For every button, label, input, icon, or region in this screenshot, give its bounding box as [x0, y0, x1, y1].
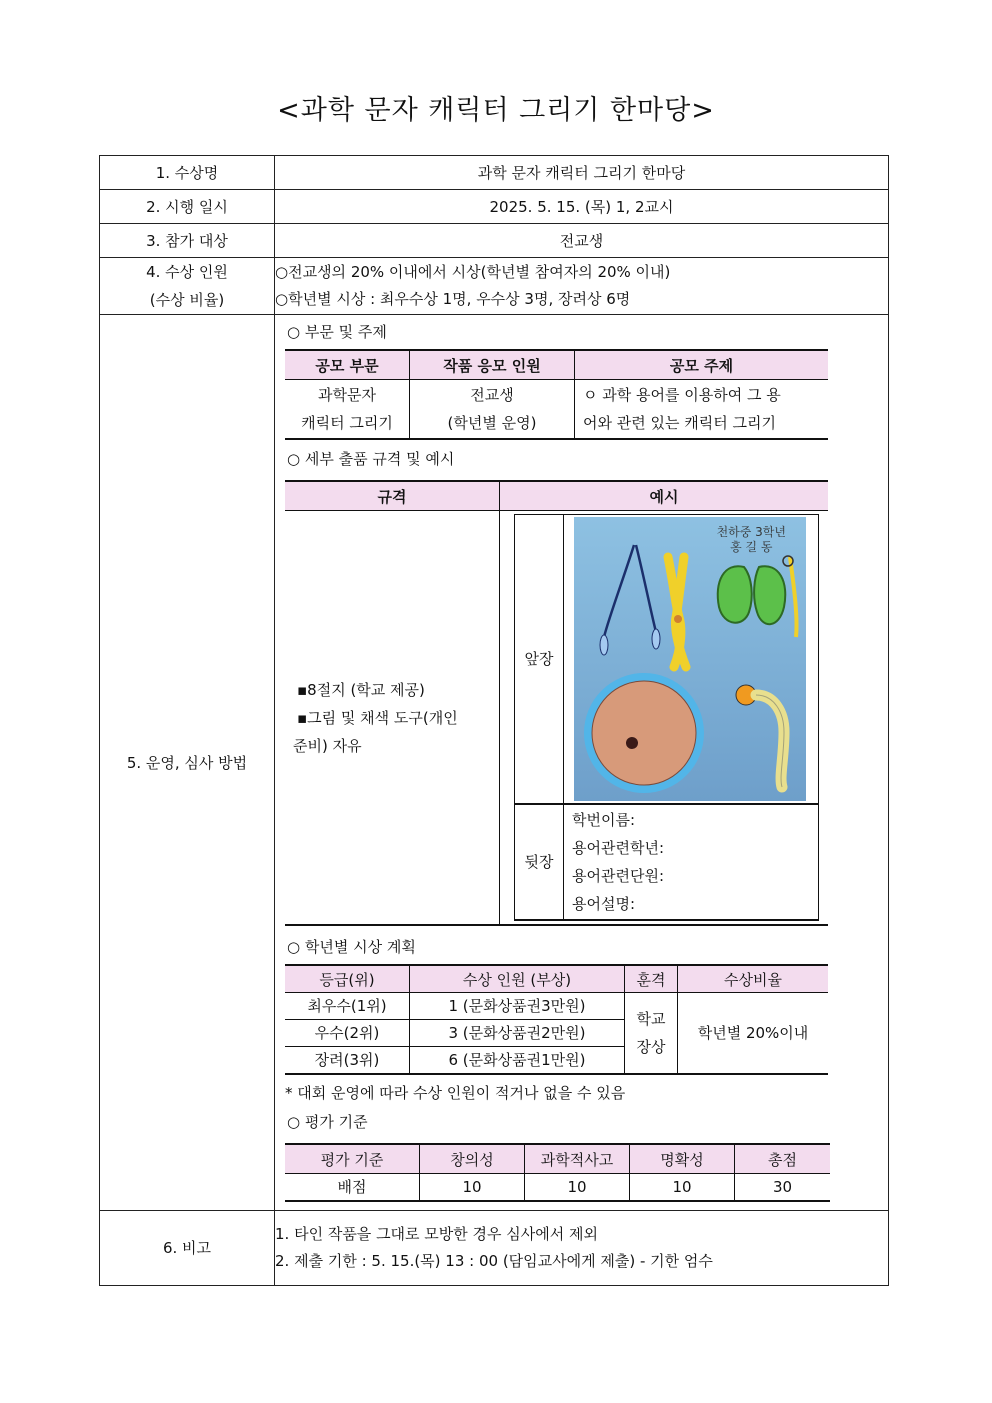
back-field-3: 용어관련단원:: [572, 867, 664, 885]
category-header-3: 공모 주제: [575, 350, 829, 380]
award-count-1: 1 (문화상품권3만원): [410, 993, 625, 1020]
award-note: * 대회 운영에 따라 수상 인원이 적거나 없을 수 있음: [285, 1084, 626, 1102]
back-field-4: 용어설명:: [572, 895, 636, 913]
spec-header-2: 예시: [500, 481, 829, 511]
eval-cell-2: 10: [420, 1174, 525, 1202]
value-award-name: 과학 문자 캐릭터 그리기 한마당: [275, 156, 889, 190]
award-grade-3: 장려(3위): [285, 1047, 410, 1075]
category-cell-2-line2: (학년별 운영): [447, 414, 537, 432]
value-award-count: [275, 258, 889, 315]
category-cell-3-line1: ㅇ 과학 용어를 이용하여 그 용: [583, 386, 781, 404]
spec-line-2: ▪그림 및 채색 도구(개인: [297, 708, 458, 727]
label-remarks: 6. 비고: [100, 1211, 275, 1286]
label-date: 2. 시행 일시: [100, 190, 275, 224]
page-title: <과학 문자 캐릭터 그리기 한마당>: [277, 95, 715, 126]
award-count-line1: ○전교생의 20% 이내에서 시상(학년별 참여자의 20% 이내): [275, 263, 671, 281]
award-plan-table: [285, 964, 828, 1075]
category-cell-1-line2: 캐릭터 그리기: [301, 414, 393, 432]
evaluation-table: [285, 1143, 830, 1202]
drawing-caption-line1: 천하중 3학년: [716, 525, 786, 539]
eval-cell-4: 10: [630, 1174, 735, 1202]
section-spec-heading: ○ 세부 출품 규격 및 예시: [287, 450, 455, 468]
category-cell-1-line1: 과학문자: [318, 386, 376, 404]
category-header-1: 공모 부문: [285, 350, 410, 380]
eval-header-1: 평가 기준: [285, 1144, 420, 1174]
back-field-2: 용어관련학년:: [572, 839, 664, 857]
eval-header-5: 총점: [735, 1144, 831, 1174]
character-drawing: [574, 517, 806, 801]
value-remarks: [275, 1211, 889, 1286]
award-header-3: 훈격: [625, 965, 678, 993]
front-label: 앞장: [515, 515, 564, 805]
operation-content: [275, 315, 889, 1211]
award-grade-1: 최우수(1위): [285, 993, 410, 1020]
award-honor: [625, 993, 678, 1075]
drawing-caption: [717, 525, 786, 555]
back-field-1: 학번이름:: [572, 811, 636, 829]
eval-header-3: 과학적사고: [525, 1144, 630, 1174]
remarks-line1: 1. 타인 작품을 그대로 모방한 경우 심사에서 제외: [275, 1225, 598, 1243]
award-header-2: 수상 인원 (부상): [410, 965, 625, 993]
award-honor-line2: 장상: [636, 1038, 666, 1056]
category-cell-3-line2: 어와 관련 있는 캐릭터 그리기: [583, 414, 776, 432]
spec-line-3: 준비) 자유: [293, 736, 362, 755]
award-honor-line1: 학교: [636, 1010, 666, 1028]
value-target: 전교생: [275, 224, 889, 258]
eval-cell-3: 10: [525, 1174, 630, 1202]
label-target: 3. 참가 대상: [100, 224, 275, 258]
character-drawing-image: [574, 517, 806, 801]
label-award-count-line1: 4. 수상 인원: [146, 263, 228, 281]
info-table: [99, 155, 889, 1286]
label-operation: 5. 운영, 심사 방법: [100, 315, 275, 1211]
category-cell-2: [410, 380, 575, 440]
back-fields: [564, 804, 819, 920]
back-label: 뒷장: [515, 804, 564, 920]
example-cell: [500, 511, 829, 926]
award-header-4: 수상비율: [678, 965, 829, 993]
section-category-heading: ○ 부문 및 주제: [287, 323, 387, 341]
spec-line-1: ▪8절지 (학교 제공): [297, 680, 425, 699]
example-box: [514, 514, 819, 921]
spec-cell: [285, 511, 500, 926]
category-cell-2-line1: 전교생: [470, 386, 514, 404]
eval-cell-1: 배점: [285, 1174, 420, 1202]
award-count-2: 3 (문화상품권2만원): [410, 1020, 625, 1047]
eval-header-4: 명확성: [630, 1144, 735, 1174]
category-cell-3: [575, 380, 829, 440]
eval-header-2: 창의성: [420, 1144, 525, 1174]
section-award-plan-heading: ○ 학년별 시상 계획: [287, 938, 416, 956]
spec-header-1: 규격: [285, 481, 500, 511]
value-date: 2025. 5. 15. (목) 1, 2교시: [275, 190, 889, 224]
award-header-1: 등급(위): [285, 965, 410, 993]
category-header-2: 작품 응모 인원: [410, 350, 575, 380]
category-table: [285, 349, 828, 440]
award-ratio: 학년별 20%이내: [678, 993, 829, 1075]
award-count-3: 6 (문화상품권1만원): [410, 1047, 625, 1075]
eval-cell-5: 30: [735, 1174, 831, 1202]
award-count-line2: ○학년별 시상 : 최우수상 1명, 우수상 3명, 장려상 6명: [275, 290, 631, 308]
spec-table: [285, 480, 828, 926]
label-award-count: [100, 258, 275, 315]
remarks-line2: 2. 제출 기한 : 5. 15.(목) 13 : 00 (담임교사에게 제출) - 기한 엄수: [275, 1252, 713, 1270]
front-drawing-cell: [564, 515, 819, 805]
label-award-count-line2: (수상 비율): [149, 291, 225, 309]
drawing-caption-line2: 홍 길 동: [730, 540, 773, 554]
label-award-name: 1. 수상명: [100, 156, 275, 190]
section-evaluation-heading: ○ 평가 기준: [287, 1113, 368, 1131]
award-grade-2: 우수(2위): [285, 1020, 410, 1047]
category-cell-1: [285, 380, 410, 440]
